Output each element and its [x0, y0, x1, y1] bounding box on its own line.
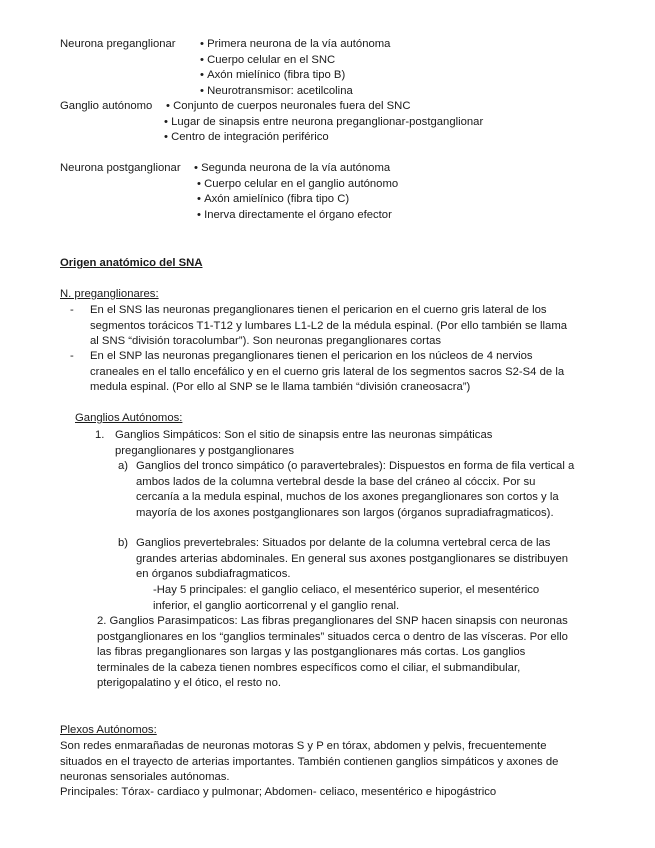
list-letter: b)	[118, 537, 129, 549]
ganglio-label: Ganglio autónomo	[60, 100, 153, 112]
subheading-preganglionares: N. preganglionares:	[60, 288, 159, 300]
list-item: • Axón amielínico (fibra tipo C)	[197, 192, 349, 208]
paragraph: Son redes enmarañadas de neuronas motoras S y P en tórax, abdomen y pelvis, frecuentemente situados en el trayecto de arterias importantes. También contienen ganglios simpáticos y axones de neuronas sensoriales autónomas.	[60, 740, 559, 783]
list-item: En el SNS las neuronas preganglionares tienen el pericarion en el cuerno gris lateral de los segmentos torácicos T1-T12 y lumbares L1-L2 de la médula espinal. (Por ello también se llama al SNS “división toracolumbar”). Son neuronas preganglionares cortas	[90, 304, 568, 347]
subheading-plexos: Plexos Autónomos:	[60, 724, 157, 736]
list-item: En el SNP las neuronas preganglionares tienen el pericarion en los núcleos de 4 nervios craneales en el tallo encefálico y en el cuerno gris lateral de los segmentos sacros S2-S4 de la medula espinal. (Por ello al SNP se le llama también “división craneosacra”)	[90, 350, 565, 393]
section-title-origen: Origen anatómico del SNA	[60, 257, 203, 269]
list-letter: a)	[118, 460, 129, 472]
list-item: • Lugar de sinapsis entre neurona preganglionar-postganglionar	[164, 115, 483, 131]
list-item: Ganglios prevertebrales: Situados por delante de la columna vertebral cerca de las grandes arterias abdominales. En general sus axones postganglionares se distribuyen en órganos subdiafragmaticos.	[136, 537, 569, 580]
dash-marker: -	[70, 304, 74, 316]
preganglionar-label: Neurona preganglionar	[60, 38, 176, 50]
list-item: 2. Ganglios Parasimpaticos: Las fibras preganglionares del SNP hacen sinapsis con neuronas postganglionares en los “ganglios terminales” situados cerca o dentro de las vísceras. Por ello las fibras preganglionares son largas y las postganglionares más cortas. Los ganglios terminales de la cabeza tienen nombres específicos como el ciliar, el submandibular, pterigopalatino y el ótico, el resto no.	[97, 615, 568, 689]
list-number: 1.	[95, 429, 105, 441]
list-note: -Hay 5 principales: el ganglio celiaco, el mesentérico superior, el mesentérico inferior, el ganglio aorticorrenal y el ganglio renal.	[153, 584, 540, 612]
list-item: • Cuerpo celular en el ganglio autónomo	[197, 177, 398, 193]
list-item: • Conjunto de cuerpos neuronales fuera del SNC	[166, 99, 410, 115]
postganglionar-label: Neurona postganglionar	[60, 162, 181, 174]
subheading-ganglios: Ganglios Autónomos:	[75, 412, 183, 424]
list-item: • Segunda neurona de la vía autónoma	[194, 161, 390, 177]
list-item: • Centro de integración periférico	[164, 130, 329, 146]
list-item: • Inerva directamente el órgano efector	[197, 208, 392, 224]
list-item: Ganglios Simpáticos: Son el sitio de sinapsis entre las neuronas simpáticas preganglionares y postganglionares	[115, 429, 493, 457]
paragraph: Principales: Tórax- cardiaco y pulmonar; Abdomen- celiaco, mesentérico e hipogástrico	[60, 786, 497, 798]
list-item: • Cuerpo celular en el SNC	[200, 53, 335, 69]
list-item: • Axón mielínico (fibra tipo B)	[200, 68, 345, 84]
list-item: • Neurotransmisor: acetilcolina	[200, 84, 353, 100]
list-item: Ganglios del tronco simpático (o paravertebrales): Dispuestos en forma de fila vertical a ambos lados de la columna vertebral desde la base del cráneo al cóccix. Por su cercanía a la medula espinal, muchos de los axones preganglionares son cortos y la mayoría de los axones postganglionares son largos (órganos supradiafragmaticos).	[136, 460, 575, 519]
dash-marker: -	[70, 350, 74, 362]
list-item: • Primera neurona de la vía autónoma	[200, 37, 390, 53]
